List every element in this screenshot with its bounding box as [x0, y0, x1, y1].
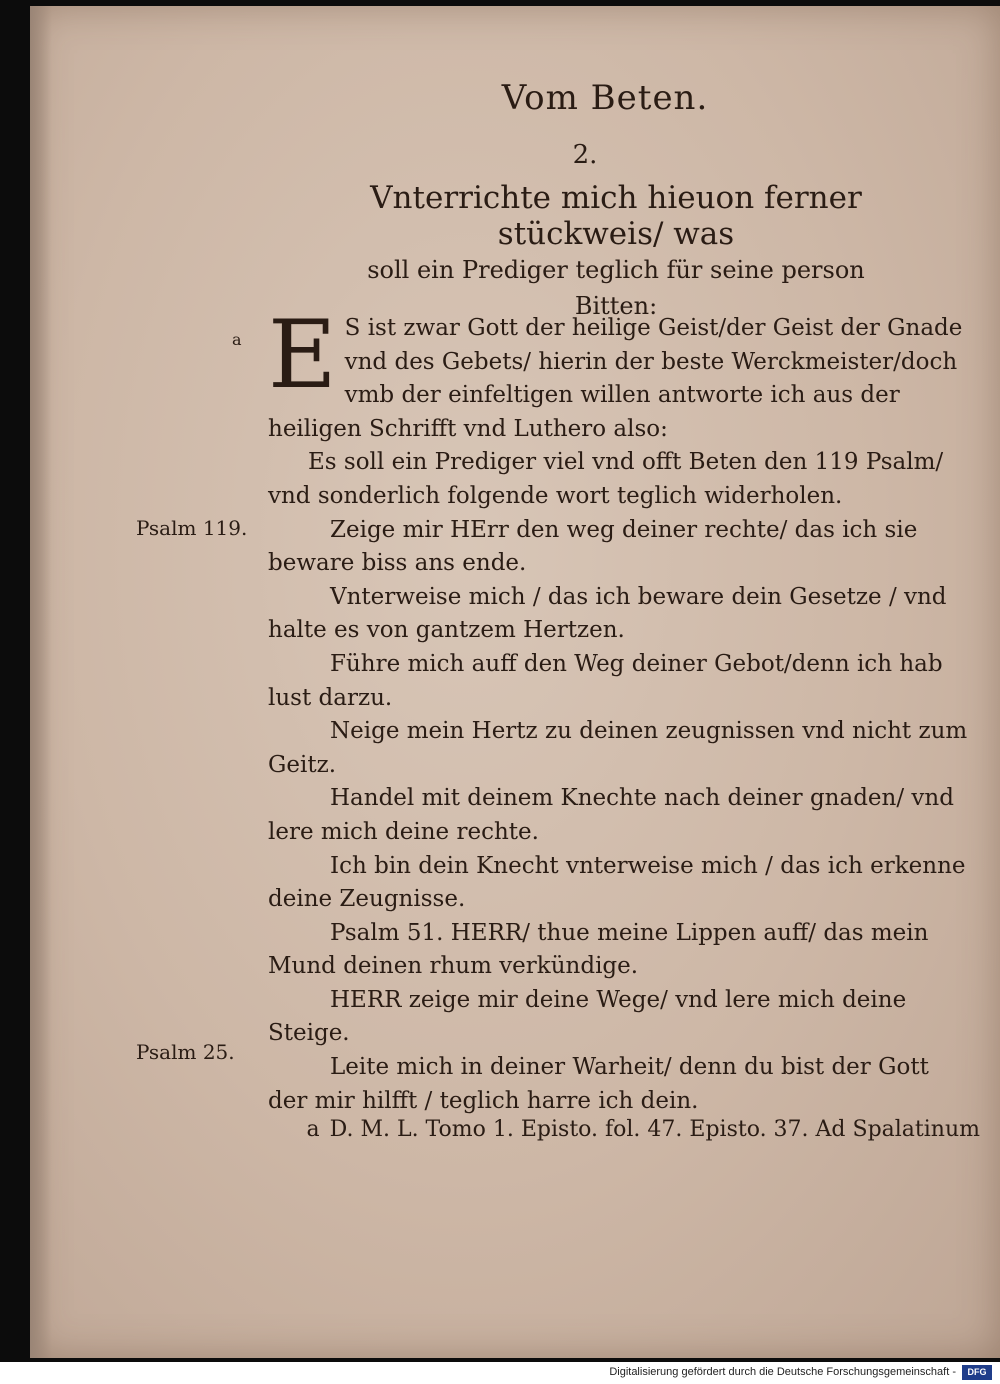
question-line-2: soll ein Prediger teglich für seine person — [367, 256, 865, 284]
margin-footnote-marker: a — [232, 330, 242, 349]
question-heading — [286, 180, 946, 324]
footnote-mark: a — [306, 1117, 320, 1142]
running-head: Vom Beten. — [501, 78, 709, 118]
verse-2: Vnterweise mich / das ich beware dein Gesetze / vnd halte es von gantzem Hertzen. — [268, 583, 947, 644]
dfg-logo: DFG — [962, 1365, 992, 1380]
question-line-3: Bitten: — [574, 292, 658, 320]
verse-9: Leite mich in deiner Warheit/ denn du bist der Gott der mir hilfft / teglich harre ich dein. — [268, 1054, 929, 1114]
paragraph-1: S ist zwar Gott der heilige Geist/der Geist der Gnade vnd des Gebets/ hierin der beste Werckmeister/doch vmb der einfeltigen willen antworte ich aus der heiligen Schrifft vnd Luthero also: — [268, 315, 963, 442]
page-edge-shadow — [30, 6, 52, 1358]
footnote-text: D. M. L. Tomo 1. Episto. fol. 47. Episto. 37. Ad Spalatinum — [329, 1117, 980, 1142]
margin-note-psalm-119: Psalm 119. — [136, 516, 248, 540]
verse-1: Zeige mir HErr den weg deiner rechte/ das ich sie beware biss ans ende. — [268, 516, 918, 577]
verse-3: Führe mich auff den Weg deiner Gebot/denn ich hab lust darzu. — [268, 650, 943, 711]
verse-8: HERR zeige mir deine Wege/ vnd lere mich deine Steige. — [268, 986, 907, 1047]
verse-5: Handel mit deinem Knechte nach deiner gnaden/ vnd lere mich deine rechte. — [268, 785, 954, 845]
section-number: 2. — [572, 140, 598, 170]
verse-6: Ich bin dein Knecht vnterweise mich / das ich erkenne deine Zeugnisse. — [268, 852, 966, 913]
drop-cap-initial: E — [268, 301, 337, 410]
credit-text: Digitalisierung gefördert durch die Deutsche Forschungsgemeinschaft - — [609, 1366, 956, 1378]
credit-bar — [0, 1362, 1000, 1384]
footnote — [300, 1114, 980, 1146]
verse-7: Psalm 51. HERR/ thue meine Lippen auff/ das mein Mund deinen rhum verkündige. — [268, 919, 929, 980]
margin-note-psalm-25: Psalm 25. — [136, 1040, 235, 1064]
question-line-1: Vnterrichte mich hieuon ferner stückweis/ was — [370, 180, 862, 252]
verse-4: Neige mein Hertz zu deinen zeugnissen vnd nicht zum Geitz. — [268, 718, 968, 778]
paragraph-2: Es soll ein Prediger viel vnd offt Beten den 119 Psalm/ vnd sonderlich folgende wort teglich widerholen. — [268, 449, 944, 509]
